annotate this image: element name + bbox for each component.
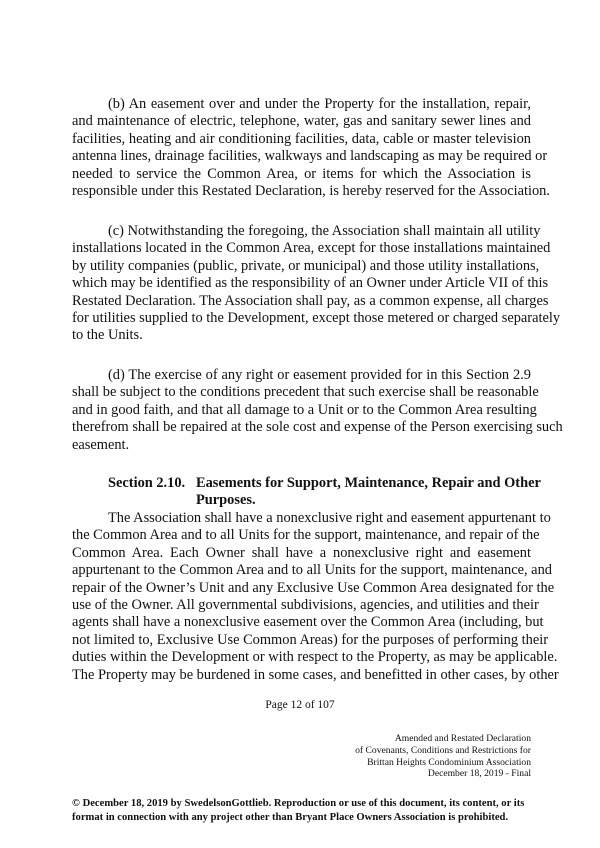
footer-line: Brittan Heights Condominium Association bbox=[367, 756, 531, 768]
text-line: The Association shall have a nonexclusive right and easement appurtenant to bbox=[108, 510, 551, 526]
text-line: by utility companies (public, private, or municipal) and those utility installations, bbox=[72, 257, 540, 274]
text-line: not limited to, Exclusive Use Common Areas) for the purposes of performing their bbox=[72, 631, 548, 648]
text-line: facilities, heating and air conditioning facilities, data, cable or master television bbox=[72, 130, 531, 147]
paragraph-b bbox=[72, 96, 550, 200]
text-line: and maintenance of electric, telephone, water, gas and sanitary sewer lines and bbox=[72, 113, 531, 130]
text-line: agents shall have a nonexclusive easement over the Common Area (including, but bbox=[72, 614, 544, 631]
text-line: the Common Area and to all Units for the support, maintenance, and repair of the bbox=[72, 527, 540, 544]
copyright-notice: © December 18, 2019 by SwedelsonGottlieb. Reproduction or use of this document, its content, or its format in connection with any project other than Bryant Place Owners Association is prohibited. bbox=[72, 798, 525, 824]
text-line: (c) Notwithstanding the foregoing, the Association shall maintain all utility bbox=[108, 223, 541, 239]
text-line: and in good faith, and that all damage to a Unit or to the Common Area resulting bbox=[72, 401, 537, 418]
text-line: for utilities supplied to the Development, except those metered or charged separately bbox=[72, 309, 561, 326]
section-title-cont: Purposes. bbox=[196, 492, 256, 509]
text-line: responsible under this Restated Declaration, is hereby reserved for the Association. bbox=[72, 182, 550, 199]
section-number: Section 2.10. bbox=[108, 475, 186, 491]
paragraph-c bbox=[72, 223, 561, 345]
text-line: The Property may be burdened in some cases, and benefitted in other cases, by other bbox=[72, 666, 559, 683]
footer-line: Amended and Restated Declaration bbox=[394, 733, 531, 744]
text-line: appurtenant to the Common Area and to all Units for the support, maintenance, and bbox=[72, 562, 552, 579]
text-line: which may be identified as the responsibility of an Owner under Article VII of this bbox=[72, 275, 549, 292]
text-line: to the Units. bbox=[72, 327, 143, 344]
text-line: Common Area. Each Owner shall have a nonexclusive right and easement bbox=[72, 544, 531, 561]
section-heading bbox=[108, 475, 541, 510]
document-footer bbox=[355, 733, 531, 780]
text-line: use of the Owner. All governmental subdivisions, agencies, and utilities and their bbox=[72, 596, 539, 613]
text-line: (b) An easement over and under the Property for the installation, repair, bbox=[108, 96, 531, 112]
footer-line: of Covenants, Conditions and Restrictions for bbox=[355, 744, 531, 756]
page-number: Page 12 of 107 bbox=[265, 699, 335, 711]
text-line: antenna lines, drainage facilities, walkways and landscaping as may be required or bbox=[72, 148, 548, 165]
text-line: Restated Declaration. The Association shall pay, as a common expense, all charges bbox=[72, 292, 549, 309]
text-line: repair of the Owner’s Unit and any Exclusive Use Common Area designated for the bbox=[72, 579, 555, 596]
footer-line: December 18, 2019 - Final bbox=[427, 768, 531, 780]
text-line: needed to service the Common Area, or items for which the Association is bbox=[72, 165, 531, 182]
section-body bbox=[72, 510, 559, 684]
text-line: easement. bbox=[72, 436, 130, 453]
text-line: (d) The exercise of any right or easement provided for in this Section 2.9 bbox=[108, 367, 531, 383]
text-line: therefrom shall be repaired at the sole cost and expense of the Person exercising such bbox=[72, 419, 563, 436]
text-line: duties within the Development or with respect to the Property, as may be applicable. bbox=[72, 649, 558, 666]
section-title: Easements for Support, Maintenance, Repair and Other bbox=[196, 475, 541, 491]
text-line: installations located in the Common Area, except for those installations maintained bbox=[72, 240, 551, 257]
paragraph-d bbox=[72, 367, 563, 454]
text-line: shall be subject to the conditions precedent that such exercise shall be reasonable bbox=[72, 384, 539, 401]
